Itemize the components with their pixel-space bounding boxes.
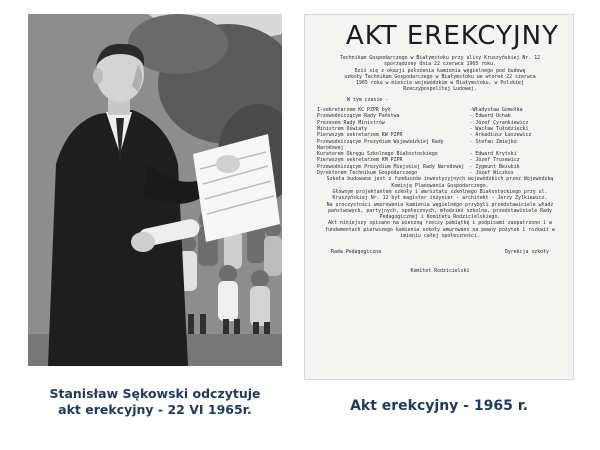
official-role: Pierwszym sekretarzem KW PZPR [317, 132, 403, 139]
photo-caption [22, 386, 288, 418]
official-name: - Józef Cyrankiewicz [469, 119, 529, 126]
official-name: - Edward Krytski [469, 151, 517, 158]
document-caption: Akt erekcyjny - 1965 r. [350, 398, 528, 414]
document-title: AKT EREKCYJNY [345, 21, 559, 51]
official-name: - Stefan Zmiejko [469, 138, 517, 145]
official-row [317, 139, 563, 152]
officials-list [317, 107, 563, 176]
official-role: Przewodniczącym Prezydium Miejskiej Rady Narodowej [317, 163, 465, 170]
intro-line: sporządzony dnia 22 czerwca 1965 roku. [384, 61, 496, 68]
intro-line: szkoły Technikum Gospodarczego w Białymstoku we wtorek 22 czerwca [344, 73, 536, 80]
erection-act-document [304, 14, 574, 380]
man-reading-document-photo-icon [28, 14, 282, 366]
photo-caption-line1: Stanisław Sękowski odczytuje [49, 386, 261, 401]
intro-line: Dziś się z okazji położenia kamienia węgielnego pod budowę [354, 67, 526, 74]
official-name: - Edward Ochab [469, 113, 511, 120]
official-role: Dyrektorem Technikum Gospodarczego [317, 170, 418, 177]
official-role: Przewodniczącym Rady Państwa [317, 113, 400, 120]
document-intro [317, 55, 563, 93]
official-name: - Zygmunt Bezubik [469, 163, 520, 170]
document-paragraph: Szkoła budowana jest z funduszów inwestycyjnych wojewódzkich przez Wojewódzką Komisję Planowania Gospodarczego. [326, 176, 554, 189]
official-name: - Józef Wiczkos [469, 170, 514, 177]
official-name: -Władysław Gomułka [469, 107, 523, 114]
signatures-row [317, 249, 563, 255]
official-name: - Arkadiusz Łaszewicz [469, 132, 532, 139]
official-role: Kuratorem Okręgu Szkolnego Białostockiego [317, 151, 438, 158]
document-paragraph: Na uroczystości wmurowania kamienia węgielnego przybyli przedstawiciele władz państwowych, partyjnych, społecznych, młodzież szkolna, przedstawiciele Rady Pedagogicznej i Komitetu Rodzicielskiego. [326, 201, 554, 221]
w-tym-czasie-label: W tym czasie - [347, 96, 389, 103]
official-role: I-sekretarzem KC PZPR był [317, 107, 391, 114]
official-role: Ministrem Oświaty [317, 125, 368, 132]
document-paragraph: Głównym projektantem szkoły i warsztatu szkolnego Białostockiego przy ul. Kruszyńskiej Nr. 12 był magister inżynier - architekt - Jerzy Zylkiewicz. [332, 188, 548, 202]
intro-line: Rzeczypospolitej Ludowej. [403, 86, 477, 93]
intro-line: Technikum Gospodarczego w Białymstoku przy ulicy Kruszyńskiej Nr. 12 [339, 55, 541, 61]
signature-komitet: Komitet Rodzicielski [410, 267, 470, 274]
document-paragraph: Akt niniejszy spisano na wieczną rzeczy pamiątkę i podpisami zaopatrzono i w fundamentach pierwszego kamienia szkoły wmurowano na pewny pożytek i rozkwit w imieniu całej społeczności. [325, 220, 555, 240]
photo-caption-line2: akt erekcyjny - 22 VI 1965r. [58, 402, 252, 417]
official-role: Prezesem Rady Ministrów [317, 119, 385, 126]
official-name: - Józef Trusewicz [469, 157, 520, 164]
signature-rada-pedagogiczna: Rada Pedagogiczna [331, 249, 382, 256]
official-role: Pierwszym sekretarzem KM PZPR [317, 157, 403, 164]
intro-line: 1965 roku w mieście wojewódzkim w Białymstoku, w Polskiej [356, 80, 524, 87]
signature-dyrekcja: Dyrekcja szkoły [504, 249, 549, 256]
historical-photo [28, 14, 282, 366]
official-role: Przewodniczącym Prezydium Wojewódzkiej Rady Narodowej [317, 138, 444, 151]
official-name: - Wacław Tułodziecki [469, 125, 529, 132]
